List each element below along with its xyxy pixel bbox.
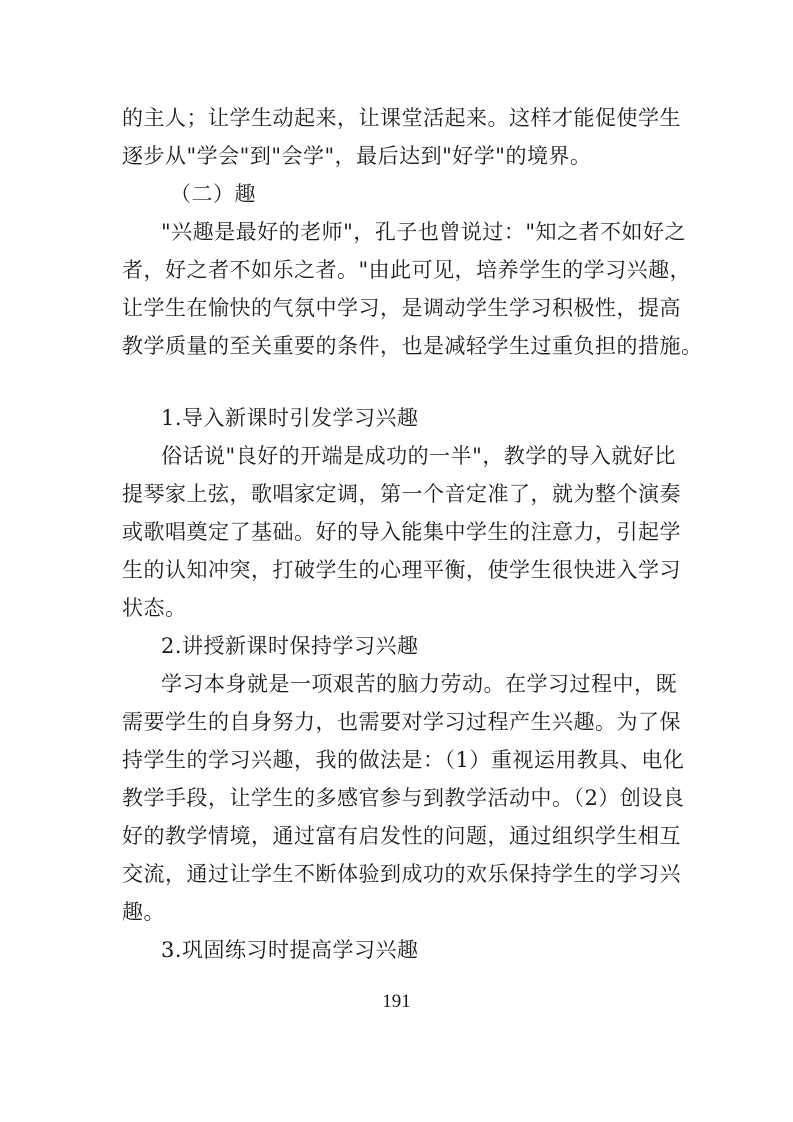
- text-line: 让学生在愉快的气氛中学习，是调动学生学习积极性，提高: [122, 296, 681, 320]
- text-line: 逐步从"学会"到"会学"，最后达到"好学"的境界。: [122, 144, 592, 168]
- text-line: 提琴家上弦，歌唱家定调，第一个音定准了，就为整个演奏: [122, 482, 681, 506]
- text-line: 教学质量的至关重要的条件，也是减轻学生过重负担的措施。: [122, 334, 703, 358]
- page-number: 191: [382, 991, 411, 1012]
- text-line: 俗话说"良好的开端是成功的一半"，教学的导入就好比: [161, 444, 676, 468]
- subsection-heading: 2.讲授新课时保持学习兴趣: [161, 634, 419, 658]
- text-line: 学习本身就是一项艰苦的脑力劳动。在学习过程中，既: [161, 672, 677, 696]
- text-line: 交流，通过让学生不断体验到成功的欢乐保持学生的学习兴: [122, 862, 681, 886]
- section-heading: （二）趣: [170, 182, 256, 206]
- text-line: 状态。: [122, 596, 187, 620]
- text-line: 趣。: [122, 900, 165, 924]
- text-line: 持学生的学习兴趣，我的做法是：（1）重视运用教具、电化: [122, 748, 685, 772]
- text-line: 教学手段，让学生的多感官参与到教学活动中。（2）创设良: [122, 786, 685, 810]
- text-line: 需要学生的自身努力，也需要对学习过程产生兴趣。为了保: [122, 710, 681, 734]
- text-line: 者，好之者不如乐之者。"由此可见，培养学生的学习兴趣，: [122, 258, 692, 282]
- text-line: "兴趣是最好的老师"，孔子也曾说过："知之者不如好之: [161, 220, 686, 244]
- text-line: 或歌唱奠定了基础。好的导入能集中学生的注意力，引起学: [122, 520, 681, 544]
- subsection-heading: 1.导入新课时引发学习兴趣: [161, 406, 419, 430]
- text-line: 的主人；让学生动起来，让课堂活起来。这样才能促使学生: [122, 106, 681, 130]
- text-line: 生的认知冲突，打破学生的心理平衡，使学生很快进入学习: [122, 558, 681, 582]
- subsection-heading: 3.巩固练习时提高学习兴趣: [161, 938, 419, 962]
- text-line: 好的教学情境，通过富有启发性的问题，通过组织学生相互: [122, 824, 681, 848]
